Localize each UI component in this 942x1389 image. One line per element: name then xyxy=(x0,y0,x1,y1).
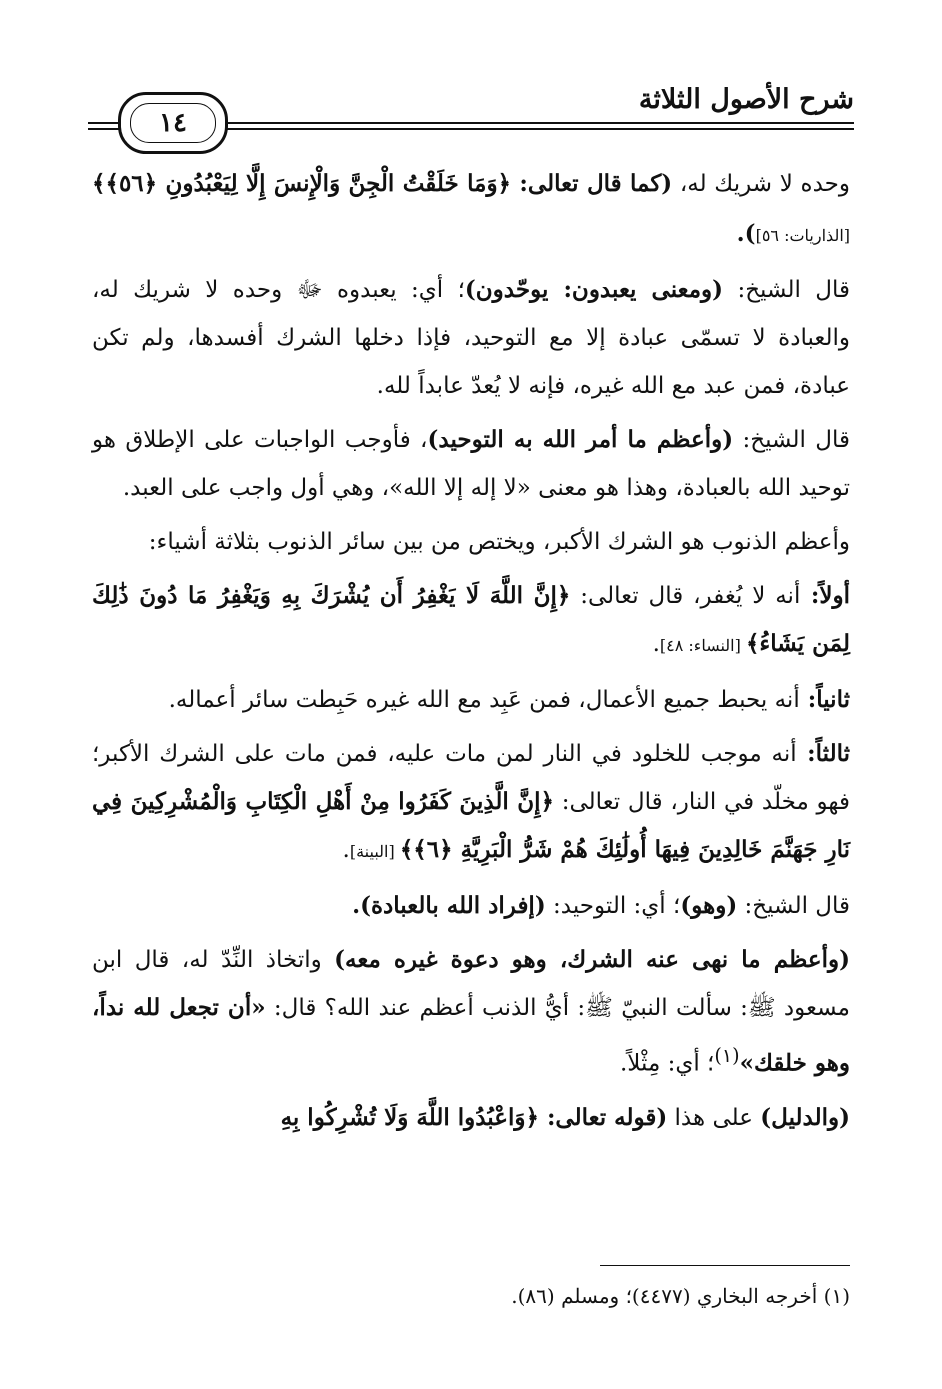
list-lead: ثالثاً: xyxy=(796,740,850,767)
paragraph xyxy=(92,160,850,260)
verse-reference: [الذاريات: ٥٦] xyxy=(755,226,850,245)
quran-verse: ﴿إِنَّ اللَّهَ لَا يَغْفِرُ أَن يُشْرَكَ بِهِ وَيَغْفِرُ مَا دُونَ ذَٰلِكَ لِمَن يَشَاءُ﴾ xyxy=(92,582,850,657)
bold-text: (والدليل) xyxy=(760,1103,850,1131)
text: ؛ أي: مِثْلاً. xyxy=(620,1050,715,1077)
verse-reference: [البينة] xyxy=(349,842,400,861)
paragraph xyxy=(92,730,850,876)
bold-text: (وأعظم ما نهى عنه الشرك، وهو دعوة غيره معه) xyxy=(334,946,850,973)
list-lead: أولاً: xyxy=(800,582,851,609)
paragraph xyxy=(92,572,850,670)
text: . xyxy=(352,892,361,919)
body-text xyxy=(92,160,850,1148)
text: ؛ أي: يعبدوه ﷻ وحده لا شريك له، والعبادة لا تسمّى عبادة إلا مع التوحيد، فإذا دخلها الشرك أفسدها، ولم تكن عبادة، فمن عبد مع الله غيره، فإنه لا يُعدّ عابداً لله. xyxy=(92,277,850,399)
quran-verse: ﴿وَمَا خَلَقْتُ الْجِنَّ وَالْإِنسَ إِلَّا لِيَعْبُدُونِ ﴿٥٦﴾﴾ xyxy=(92,170,512,197)
text: وأعظم الذنوب هو الشرك الأكبر، ويختص من بين سائر الذنوب بثلاثة أشياء: xyxy=(148,529,850,555)
bold-text: (ومعنى يعبدون: يوحّدون) xyxy=(464,276,724,303)
footnote: (١) أخرجه البخاري (٤٤٧٧)؛ ومسلم (٨٦). xyxy=(511,1284,850,1308)
paragraph xyxy=(92,882,850,930)
bold-text: (قوله تعالى: xyxy=(538,1103,668,1131)
hadith-quote: «أن تجعل لله نداً، وهو خلقك» xyxy=(92,994,850,1077)
bold-text: (وأعظم ما أمر الله به التوحيد) xyxy=(427,426,734,453)
bold-text: (وهو) xyxy=(680,892,738,919)
text: قال الشيخ: xyxy=(723,277,851,303)
text: قال الشيخ: xyxy=(737,893,850,919)
text: واتخاذ النِّدّ له، قال ابن مسعود ﷺ: سألت النبيّ ﷺ: أيُّ الذنب أعظم عند الله؟ قال: xyxy=(92,947,850,1021)
text: أنه لا يُغفر، قال تعالى: xyxy=(570,583,801,609)
paragraph xyxy=(92,518,850,566)
page-number: ١٤ xyxy=(130,103,216,143)
quran-verse: ﴿إِنَّ الَّذِينَ كَفَرُوا مِنْ أَهْلِ الْكِتَابِ وَالْمُشْرِكِينَ فِي نَارِ جَهَنَّمَ خَالِدِينَ فِيهَا أُولَٰئِكَ هُمْ شَرُّ الْبَرِيَّةِ ﴿٦﴾﴾ xyxy=(92,788,850,863)
running-title: شرح الأصول الثلاثة xyxy=(638,84,854,115)
footnote-marker[interactable]: (١) xyxy=(714,1044,740,1067)
verse-reference: [النساء: ٤٨] xyxy=(659,636,746,655)
text: ، فأوجب الواجبات على الإطلاق هو توحيد الله بالعبادة، وهذا هو معنى «لا إله إلا الله»، وهي أول واجب على العبد. xyxy=(92,427,850,501)
paragraph xyxy=(92,266,850,410)
paragraph xyxy=(92,676,850,724)
paragraph xyxy=(92,416,850,512)
text: قال الشيخ: xyxy=(733,427,851,453)
text: أنه يحبط جميع الأعمال، فمن عَبِد مع الله غيره حَبِطت سائر أعماله. xyxy=(168,687,800,713)
text: أنه موجب للخلود في النار لمن مات عليه، فمن مات على الشرك الأكبر؛ فهو مخلّد في النار، قال تعالى: xyxy=(92,741,850,815)
quran-verse: ﴿وَاعْبُدُوا اللَّهَ وَلَا تُشْرِكُوا بِهِ xyxy=(280,1103,539,1131)
paragraph xyxy=(92,936,850,1088)
text: . xyxy=(652,631,660,657)
footnote-rule xyxy=(600,1265,850,1266)
list-lead: ثانياً: xyxy=(799,686,850,713)
page-number-frame xyxy=(118,92,228,154)
text: ). xyxy=(736,220,756,247)
text: . xyxy=(342,837,350,863)
text: على هذا xyxy=(667,1104,761,1131)
paragraph xyxy=(92,1094,850,1142)
bold-text: (إفراد الله بالعبادة) xyxy=(360,892,546,919)
bold-text: (كما قال تعالى: xyxy=(511,170,673,197)
text: ؛ أي: التوحيد: xyxy=(545,893,681,919)
text: وحده لا شريك له، xyxy=(672,171,850,197)
